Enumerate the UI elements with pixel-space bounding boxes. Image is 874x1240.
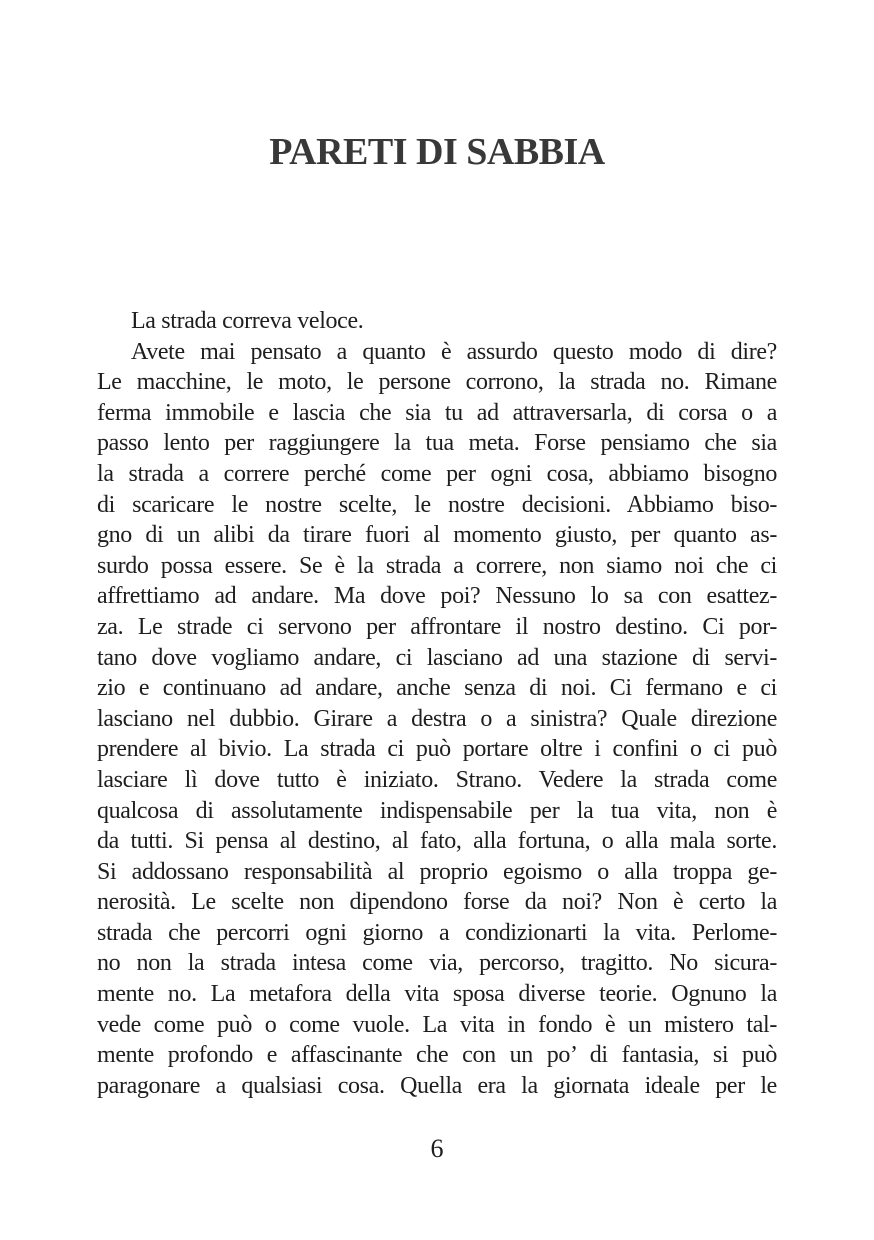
- text-line: mente profondo e affascinante che con un po’ di fantasia, si può: [97, 1042, 777, 1069]
- text-line: lasciare lì dove tutto è iniziato. Strano. Vedere la strada come: [97, 766, 777, 793]
- text-line: vede come può o come vuole. La vita in fondo è un mistero tal-: [97, 1011, 777, 1038]
- text-line: tano dove vogliamo andare, ci lasciano ad una stazione di servi-: [97, 644, 777, 671]
- text-line: lasciano nel dubbio. Girare a destra o a sinistra? Quale direzione: [97, 705, 777, 732]
- chapter-title: PARETI DI SABBIA: [269, 131, 605, 173]
- text-line: affrettiamo ad andare. Ma dove poi? Nessuno lo sa con esattez-: [97, 583, 777, 610]
- text-line: gno di un alibi da tirare fuori al momento giusto, per quanto as-: [97, 522, 777, 549]
- text-line: no non la strada intesa come via, percorso, tragitto. No sicura-: [97, 950, 777, 977]
- text-line: Avete mai pensato a quanto è assurdo questo modo di dire?: [131, 338, 777, 365]
- text-line: la strada a correre perché come per ogni cosa, abbiamo bisogno: [97, 460, 777, 487]
- text-line: passo lento per raggiungere la tua meta. Forse pensiamo che sia: [97, 430, 777, 457]
- text-line: nerosità. Le scelte non dipendono forse da noi? Non è certo la: [97, 889, 777, 916]
- text-line: La strada correva veloce.: [131, 308, 364, 334]
- text-line: da tutti. Si pensa al destino, al fato, alla fortuna, o alla mala sorte.: [97, 828, 777, 855]
- text-line: Si addossano responsabilità al proprio egoismo o alla troppa ge-: [97, 858, 777, 885]
- text-line: paragonare a qualsiasi cosa. Quella era la giornata ideale per le: [97, 1072, 777, 1099]
- page-number: 6: [430, 1134, 444, 1163]
- text-line: Le macchine, le moto, le persone corrono, la strada no. Rimane: [97, 369, 777, 396]
- text-line: strada che percorri ogni giorno a condizionarti la vita. Perlome-: [97, 919, 777, 946]
- text-line: ferma immobile e lascia che sia tu ad attraversarla, di corsa o a: [97, 399, 777, 426]
- text-line: surdo possa essere. Se è la strada a correre, non siamo noi che ci: [97, 552, 777, 579]
- text-line: zio e continuano ad andare, anche senza di noi. Ci fermano e ci: [97, 675, 777, 702]
- text-line: qualcosa di assolutamente indispensabile per la tua vita, non è: [97, 797, 777, 824]
- text-line: di scaricare le nostre scelte, le nostre decisioni. Abbiamo biso-: [97, 491, 777, 518]
- text-line: mente no. La metafora della vita sposa diverse teorie. Ognuno la: [97, 981, 777, 1008]
- text-line: za. Le strade ci servono per affrontare il nostro destino. Ci por-: [97, 613, 777, 640]
- text-line: prendere al bivio. La strada ci può portare oltre i confini o ci può: [97, 736, 777, 763]
- body-text: [97, 306, 777, 1101]
